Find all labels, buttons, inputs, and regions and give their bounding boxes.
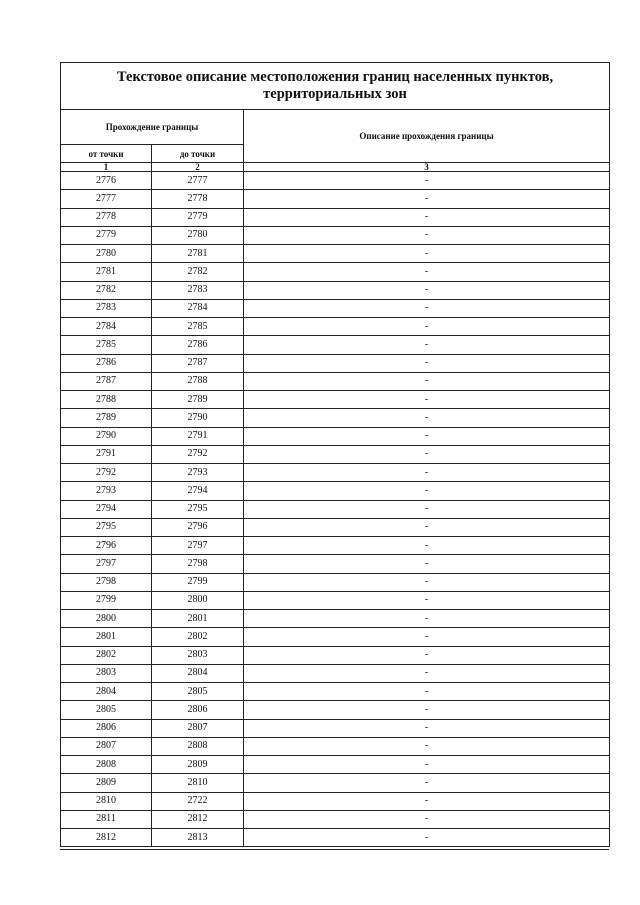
description-cell: -: [244, 573, 610, 591]
table-row: [61, 263, 610, 281]
to-point-cell: 2802: [152, 628, 244, 646]
description-cell: -: [244, 774, 610, 792]
table-row: [61, 190, 610, 208]
table-row: [61, 737, 610, 755]
description-cell: -: [244, 263, 610, 281]
description-cell: -: [244, 683, 610, 701]
description-cell: -: [244, 445, 610, 463]
table-row: [61, 646, 610, 664]
table-row: [61, 464, 610, 482]
from-point-cell: 2785: [61, 336, 152, 354]
to-point-cell: 2786: [152, 336, 244, 354]
description-cell: -: [244, 500, 610, 518]
to-point-cell: 2807: [152, 719, 244, 737]
to-point-cell: 2778: [152, 190, 244, 208]
table-row: [61, 774, 610, 792]
description-cell: -: [244, 719, 610, 737]
from-point-cell: 2776: [61, 172, 152, 190]
to-point-header: до точки: [152, 145, 244, 163]
to-point-cell: 2799: [152, 573, 244, 591]
description-cell: -: [244, 646, 610, 664]
column-number-2: 2: [152, 163, 244, 172]
table-row: [61, 555, 610, 573]
description-header: Описание прохождения границы: [244, 110, 610, 163]
from-point-cell: 2806: [61, 719, 152, 737]
to-point-cell: 2789: [152, 391, 244, 409]
description-cell: -: [244, 701, 610, 719]
boundary-passage-header: Прохождение границы: [61, 110, 244, 145]
table-row: [61, 683, 610, 701]
from-point-cell: 2793: [61, 482, 152, 500]
description-cell: -: [244, 628, 610, 646]
from-point-cell: 2807: [61, 737, 152, 755]
description-cell: -: [244, 792, 610, 810]
description-cell: -: [244, 737, 610, 755]
to-point-cell: 2804: [152, 664, 244, 682]
document-page: [60, 62, 609, 847]
to-point-cell: 2788: [152, 372, 244, 390]
from-point-cell: 2777: [61, 190, 152, 208]
to-point-cell: 2808: [152, 737, 244, 755]
from-point-cell: 2805: [61, 701, 152, 719]
from-point-cell: 2798: [61, 573, 152, 591]
table-row: [61, 336, 610, 354]
table-row: [61, 664, 610, 682]
table-row: [61, 810, 610, 828]
to-point-cell: 2784: [152, 299, 244, 317]
description-cell: -: [244, 172, 610, 190]
to-point-cell: 2809: [152, 756, 244, 774]
to-point-cell: 2800: [152, 591, 244, 609]
to-point-cell: 2791: [152, 427, 244, 445]
from-point-cell: 2789: [61, 409, 152, 427]
to-point-cell: 2812: [152, 810, 244, 828]
to-point-cell: 2796: [152, 518, 244, 536]
description-cell: -: [244, 464, 610, 482]
to-point-cell: 2785: [152, 318, 244, 336]
description-cell: -: [244, 810, 610, 828]
from-point-cell: 2778: [61, 208, 152, 226]
from-point-cell: 2802: [61, 646, 152, 664]
from-point-cell: 2783: [61, 299, 152, 317]
table-row: [61, 518, 610, 536]
from-point-header: от точки: [61, 145, 152, 163]
from-point-cell: 2800: [61, 610, 152, 628]
table-row: [61, 208, 610, 226]
table-row: [61, 829, 610, 847]
description-cell: -: [244, 427, 610, 445]
from-point-cell: 2799: [61, 591, 152, 609]
table-row: [61, 628, 610, 646]
description-cell: -: [244, 299, 610, 317]
from-point-cell: 2790: [61, 427, 152, 445]
to-point-cell: 2787: [152, 354, 244, 372]
description-cell: -: [244, 591, 610, 609]
to-point-cell: 2803: [152, 646, 244, 664]
to-point-cell: 2806: [152, 701, 244, 719]
table-row: [61, 372, 610, 390]
table-row: [61, 610, 610, 628]
table-row: [61, 409, 610, 427]
from-point-cell: 2812: [61, 829, 152, 847]
to-point-cell: 2793: [152, 464, 244, 482]
description-cell: -: [244, 664, 610, 682]
description-cell: -: [244, 482, 610, 500]
table-row: [61, 281, 610, 299]
to-point-cell: 2780: [152, 226, 244, 244]
description-cell: -: [244, 610, 610, 628]
from-point-cell: 2808: [61, 756, 152, 774]
from-point-cell: 2784: [61, 318, 152, 336]
table-row: [61, 318, 610, 336]
to-point-cell: 2813: [152, 829, 244, 847]
description-cell: -: [244, 245, 610, 263]
to-point-cell: 2794: [152, 482, 244, 500]
table-row: [61, 354, 610, 372]
from-point-cell: 2811: [61, 810, 152, 828]
table-row: [61, 245, 610, 263]
to-point-cell: 2782: [152, 263, 244, 281]
to-point-cell: 2795: [152, 500, 244, 518]
table-row: [61, 226, 610, 244]
table-row: [61, 445, 610, 463]
from-point-cell: 2809: [61, 774, 152, 792]
from-point-cell: 2796: [61, 537, 152, 555]
from-point-cell: 2794: [61, 500, 152, 518]
from-point-cell: 2786: [61, 354, 152, 372]
column-number-1: 1: [61, 163, 152, 172]
boundary-table: [60, 62, 610, 847]
description-cell: -: [244, 391, 610, 409]
from-point-cell: 2803: [61, 664, 152, 682]
table-row: [61, 701, 610, 719]
description-cell: -: [244, 208, 610, 226]
from-point-cell: 2782: [61, 281, 152, 299]
description-cell: -: [244, 354, 610, 372]
from-point-cell: 2781: [61, 263, 152, 281]
description-cell: -: [244, 409, 610, 427]
from-point-cell: 2792: [61, 464, 152, 482]
description-cell: -: [244, 555, 610, 573]
table-row: [61, 299, 610, 317]
from-point-cell: 2788: [61, 391, 152, 409]
to-point-cell: 2790: [152, 409, 244, 427]
from-point-cell: 2791: [61, 445, 152, 463]
table-bottom-rule: [60, 849, 609, 850]
to-point-cell: 2810: [152, 774, 244, 792]
table-row: [61, 591, 610, 609]
table-row: [61, 391, 610, 409]
to-point-cell: 2777: [152, 172, 244, 190]
to-point-cell: 2805: [152, 683, 244, 701]
table-row: [61, 756, 610, 774]
to-point-cell: 2801: [152, 610, 244, 628]
description-cell: -: [244, 829, 610, 847]
description-cell: -: [244, 518, 610, 536]
description-cell: -: [244, 537, 610, 555]
description-cell: -: [244, 372, 610, 390]
to-point-cell: 2792: [152, 445, 244, 463]
description-cell: -: [244, 318, 610, 336]
table-row: [61, 573, 610, 591]
table-row: [61, 172, 610, 190]
table-row: [61, 719, 610, 737]
table-row: [61, 537, 610, 555]
description-cell: -: [244, 336, 610, 354]
to-point-cell: 2798: [152, 555, 244, 573]
table-row: [61, 427, 610, 445]
description-cell: -: [244, 226, 610, 244]
from-point-cell: 2779: [61, 226, 152, 244]
column-number-3: 3: [244, 163, 610, 172]
from-point-cell: 2780: [61, 245, 152, 263]
to-point-cell: 2783: [152, 281, 244, 299]
document-title: Текстовое описание местоположения границ населенных пунктов, территориальных зон: [61, 63, 610, 110]
description-cell: -: [244, 756, 610, 774]
to-point-cell: 2781: [152, 245, 244, 263]
from-point-cell: 2797: [61, 555, 152, 573]
from-point-cell: 2810: [61, 792, 152, 810]
from-point-cell: 2801: [61, 628, 152, 646]
description-cell: -: [244, 281, 610, 299]
table-row: [61, 482, 610, 500]
to-point-cell: 2779: [152, 208, 244, 226]
description-cell: -: [244, 190, 610, 208]
to-point-cell: 2797: [152, 537, 244, 555]
table-row: [61, 500, 610, 518]
to-point-cell: 2722: [152, 792, 244, 810]
from-point-cell: 2795: [61, 518, 152, 536]
from-point-cell: 2804: [61, 683, 152, 701]
table-row: [61, 792, 610, 810]
from-point-cell: 2787: [61, 372, 152, 390]
